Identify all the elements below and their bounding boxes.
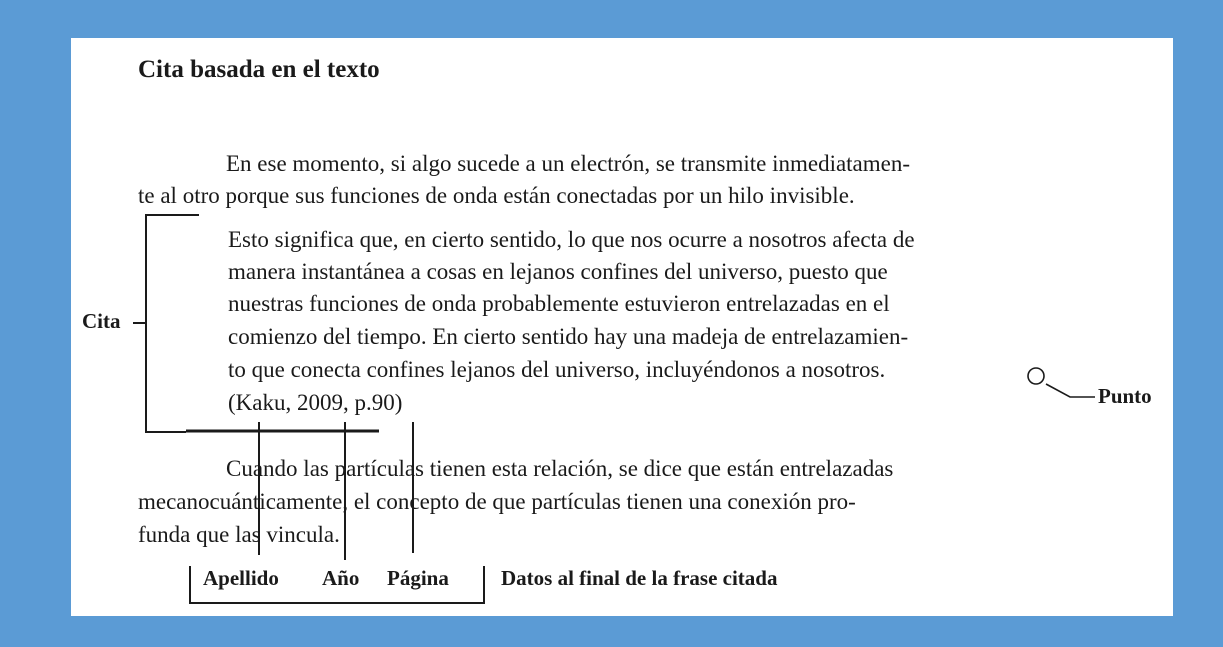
section-heading: Cita basada en el texto bbox=[138, 56, 380, 83]
quote-line: nuestras funciones de onda probablemente estuvieron entrelazadas en el bbox=[228, 291, 890, 316]
paragraph-2-line: Cuando las partículas tienen esta relación, se dice que están entrelazadas bbox=[226, 456, 894, 481]
label-datos: Datos al final de la frase citada bbox=[501, 566, 778, 590]
label-punto: Punto bbox=[1098, 384, 1152, 408]
label-anio: Año bbox=[322, 566, 360, 590]
labels-bracket bbox=[190, 566, 484, 603]
punto-connector bbox=[1046, 384, 1095, 397]
paragraph-2-line: mecanocuánticamente, el concepto de que partículas tienen una conexión pro- bbox=[138, 489, 856, 514]
label-pagina: Página bbox=[387, 566, 449, 590]
quote-line: comienzo del tiempo. En cierto sentido hay una madeja de entrelazamien- bbox=[228, 324, 909, 349]
paragraph-1-line: En ese momento, si algo sucede a un electrón, se transmite inmediatamen- bbox=[226, 151, 911, 176]
quote-line: manera instantánea a cosas en lejanos confines del universo, puesto que bbox=[228, 259, 888, 284]
paragraph-2-line: funda que las vincula. bbox=[138, 522, 340, 547]
paragraph-1-line: te al otro porque sus funciones de onda están conectadas por un hilo invisible. bbox=[138, 183, 855, 208]
quote-line: to que conecta confines lejanos del universo, incluyéndonos a nosotros. bbox=[228, 357, 886, 382]
quote-line: Esto significa que, en cierto sentido, lo que nos ocurre a nosotros afecta de bbox=[228, 227, 915, 252]
cita-bracket bbox=[146, 215, 199, 432]
label-apellido: Apellido bbox=[203, 566, 279, 590]
label-cita: Cita bbox=[82, 309, 121, 333]
period-circle bbox=[1028, 368, 1044, 384]
quote-citation: (Kaku, 2009, p.90) bbox=[228, 390, 403, 415]
